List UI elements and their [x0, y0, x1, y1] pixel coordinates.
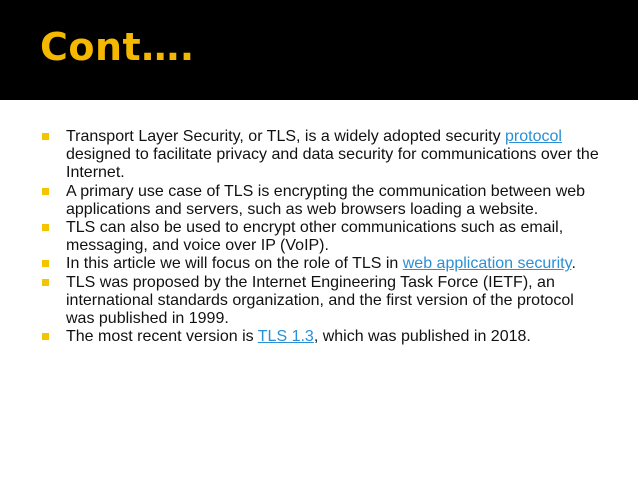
bullet-text: Transport Layer Security, or TLS, is a widely adopted security — [66, 128, 506, 145]
bullet-text: designed to facilitate privacy and data security for communications over the Internet. — [66, 146, 599, 182]
bullet-text: A primary use case of TLS is encrypting the communication between web applications and servers, such as web browsers loading a website. — [66, 182, 586, 218]
bullet-item-recent-version — [42, 328, 602, 346]
title-bar — [0, 0, 638, 100]
bullet-list — [42, 128, 602, 346]
bullet-text: . — [571, 255, 576, 273]
web-application-security-link[interactable]: web application security — [402, 255, 572, 273]
bullet-text: TLS can also be used to encrypt other communications such as email, messaging, and voice over IP (VoIP). — [66, 219, 564, 255]
square-bullet-icon — [42, 260, 49, 267]
square-bullet-icon — [42, 188, 49, 195]
bullet-item-use-case — [42, 183, 602, 219]
bullet-item-tls-definition — [42, 128, 602, 183]
square-bullet-icon — [42, 224, 49, 231]
bullet-text: TLS was proposed by the Internet Engineering Task Force (IETF), an international standards organization, and the first version of the protocol was published in 1999. — [66, 273, 574, 328]
bullet-text: , which was published in 2018. — [313, 328, 531, 346]
bullet-text: In this article we will focus on the role of TLS in — [66, 255, 403, 273]
bullet-item-other-communications — [42, 219, 602, 255]
bullet-item-ietf-history — [42, 274, 602, 329]
bullet-text: The most recent version is — [66, 328, 258, 346]
protocol-link[interactable]: protocol — [505, 128, 562, 145]
square-bullet-icon — [42, 279, 49, 286]
square-bullet-icon — [42, 133, 49, 140]
slide-title: Cont…. — [40, 25, 195, 69]
tls-1-3-link[interactable]: TLS 1.3 — [257, 328, 314, 346]
bullet-item-article-focus — [42, 255, 602, 273]
square-bullet-icon — [42, 333, 49, 340]
